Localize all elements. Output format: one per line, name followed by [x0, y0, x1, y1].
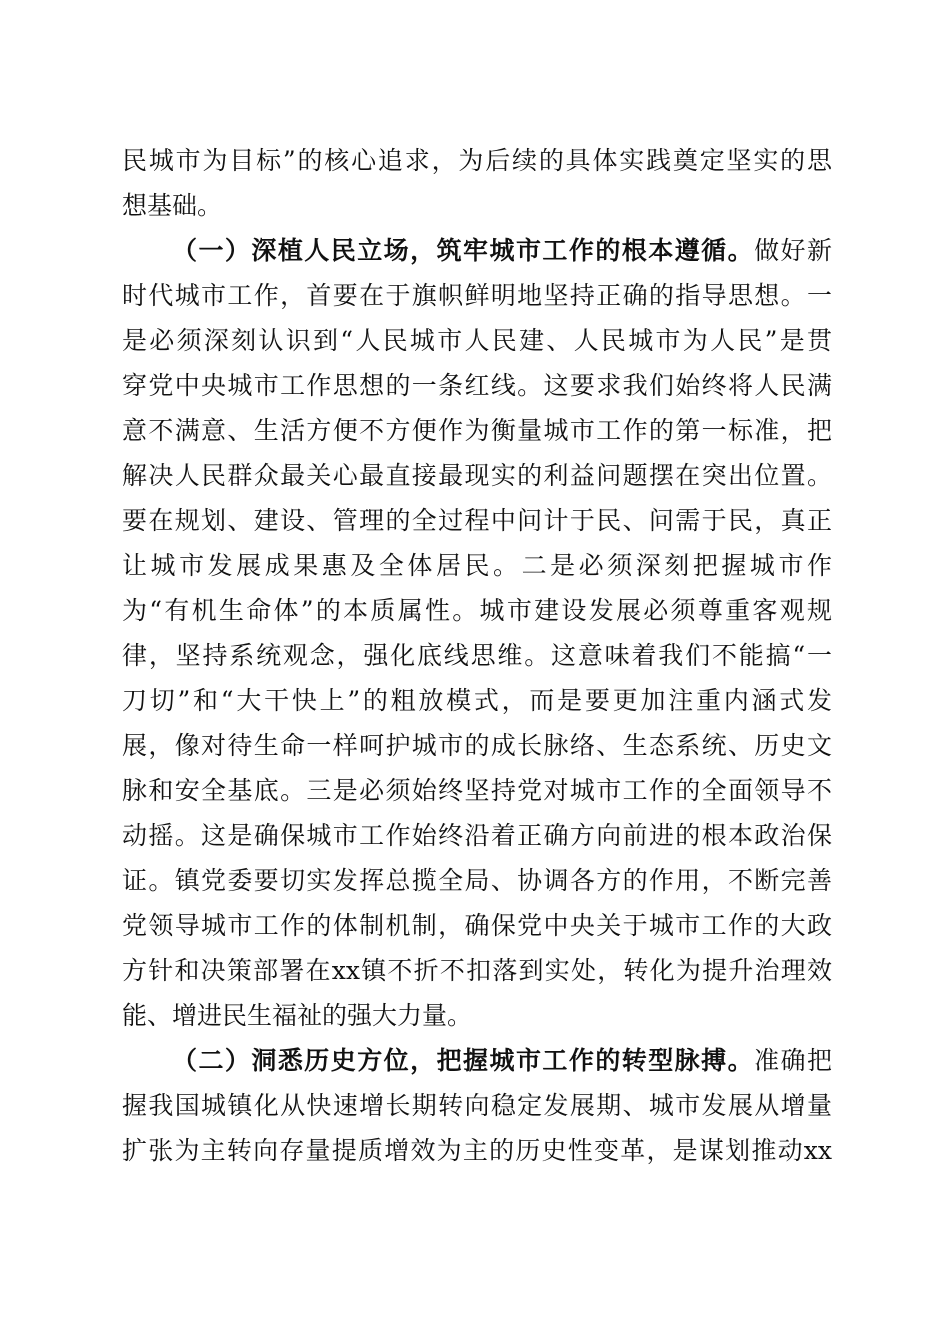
text-line: 意不满意、生活方便不方便作为衡量城市工作的第一标准，把 [122, 416, 832, 445]
text-line: 展，像对待生命一样呵护城市的成长脉络、生态系统、历史文 [122, 731, 832, 760]
text-line: 要在规划、建设、管理的全过程中问计于民、问需于民，真正 [122, 506, 832, 535]
section-heading-line [172, 1041, 832, 1081]
text-line: 脉和安全基底。三是必须始终坚持党对城市工作的全面领导不 [122, 776, 832, 805]
text-line: 为“有机生命体”的本质属性。城市建设发展必须尊重客观规 [122, 596, 832, 625]
text-span: 准确把 [754, 1046, 832, 1075]
text-line: 民城市为目标”的核心追求，为后续的具体实践奠定坚实的思 [122, 146, 832, 175]
text-line: 刀切”和“大干快上”的粗放模式，而是要更加注重内涵式发 [122, 686, 832, 715]
text-line: 时代城市工作，首要在于旗帜鲜明地坚持正确的指导思想。一 [122, 281, 832, 310]
text-line: 是必须深刻认识到“人民城市人民建、人民城市为人民”是贯 [122, 326, 832, 355]
text-line: 动摇。这是确保城市工作始终沿着正确方向前进的根本政治保 [122, 821, 832, 850]
text-line: 党领导城市工作的体制机制，确保党中央关于城市工作的大政 [122, 911, 832, 940]
text-line: 想基础。 [122, 191, 223, 220]
text-line: 证。镇党委要切实发挥总揽全局、协调各方的作用，不断完善 [122, 866, 832, 895]
text-line: 方针和决策部署在xx镇不折不扣落到实处，转化为提升治理效 [122, 956, 832, 985]
section-heading: （一）深植人民立场，筑牢城市工作的根本遵循。 [172, 236, 755, 265]
text-line: 扩张为主转向存量提质增效为主的历史性变革，是谋划推动xx [122, 1136, 832, 1165]
text-line: 解决人民群众最关心最直接最现实的利益问题摆在突出位置。 [122, 461, 832, 490]
section-heading-line [172, 231, 832, 271]
text-line: 能、增进民生福祉的强大力量。 [122, 1001, 473, 1030]
text-line: 让城市发展成果惠及全体居民。二是必须深刻把握城市作 [122, 551, 832, 580]
text-span: 做好新 [754, 236, 832, 265]
text-line: 律，坚持系统观念，强化底线思维。这意味着我们不能搞“一 [122, 641, 832, 670]
text-line: 握我国城镇化从快速增长期转向稳定发展期、城市发展从增量 [122, 1091, 832, 1120]
section-heading: （二）洞悉历史方位，把握城市工作的转型脉搏。 [172, 1046, 755, 1075]
text-line: 穿党中央城市工作思想的一条红线。这要求我们始终将人民满 [122, 371, 832, 400]
